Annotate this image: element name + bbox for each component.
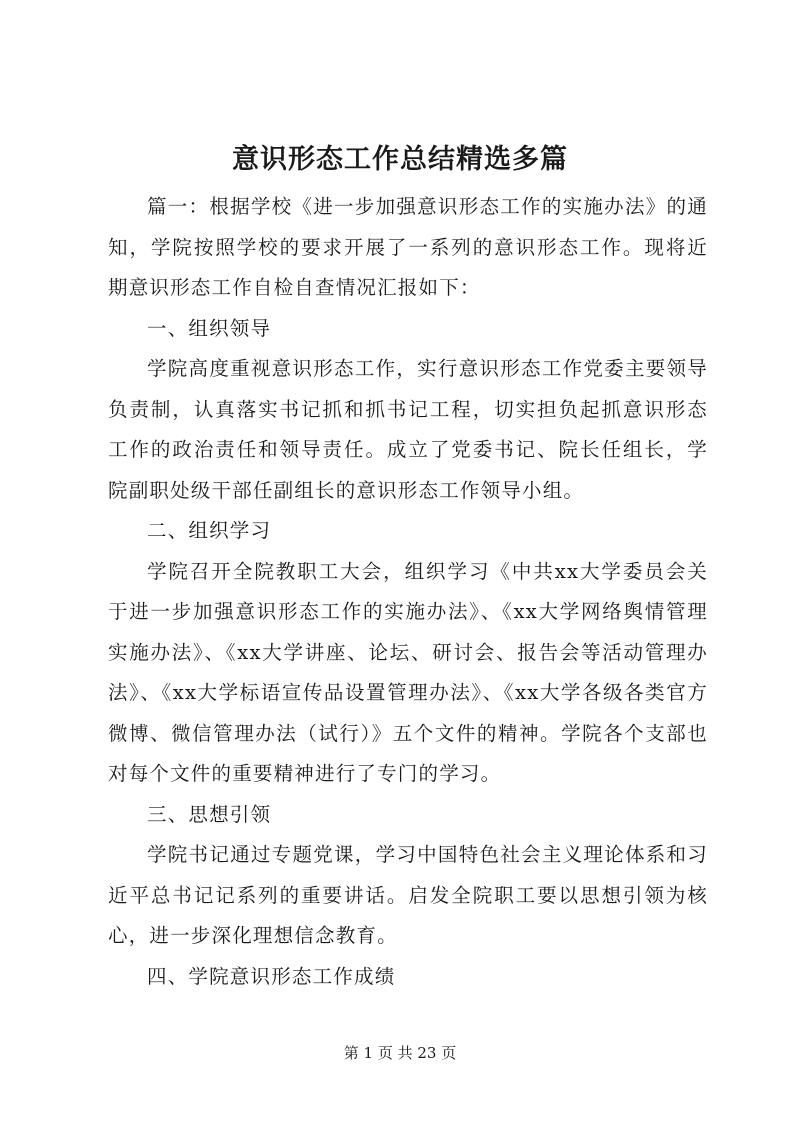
paragraph-ideological-guidance: 学院书记通过专题党课，学习中国特色社会主义理论体系和习近平总书记记系列的重要讲话。启发全院职工要以思想引领为核心，进一步深化理想信念教育。 bbox=[108, 843, 708, 947]
paragraph-organization-study: 学院召开全院教职工大会，组织学习《中共xx大学委员会关于进一步加强意识形态工作的实施办法》、《xx大学网络舆情管理实施办法》、《xx大学讲座、论坛、研讨会、报告会等活动管理办法》、《xx大学标语宣传品设置管理办法》、《xx大学各级各类官方微博、微信管理办法（试行）》五个文件的精神。学院各个支部也对每个文件的重要精神进行了专门的学习。 bbox=[108, 559, 708, 785]
section-heading-1: 一、组织领导 bbox=[147, 316, 272, 340]
document-title: 意识形态工作总结精选多篇 bbox=[232, 144, 568, 175]
section-heading-4: 四、学院意识形态工作成绩 bbox=[147, 964, 396, 988]
section-heading-2: 二、组织学习 bbox=[147, 519, 272, 542]
paragraph-intro: 篇一：根据学校《进一步加强意识形态工作的实施办法》的通知，学院按照学校的要求开展了一系列的意识形态工作。现将近期意识形态工作自检自查情况汇报如下： bbox=[108, 195, 708, 299]
page-number-footer: 第 1 页 共 23 页 bbox=[343, 1044, 457, 1062]
document-body bbox=[108, 187, 708, 997]
paragraph-organization-leadership: 学院高度重视意识形态工作，实行意识形态工作党委主要领导负责制，认真落实书记抓和抓书记工程，切实担负起抓意识形态工作的政治责任和领导责任。成立了党委书记、院长任组长，学院副职处级干部任副组长的意识形态工作领导小组。 bbox=[108, 357, 708, 502]
section-heading-3: 三、思想引领 bbox=[147, 802, 272, 826]
